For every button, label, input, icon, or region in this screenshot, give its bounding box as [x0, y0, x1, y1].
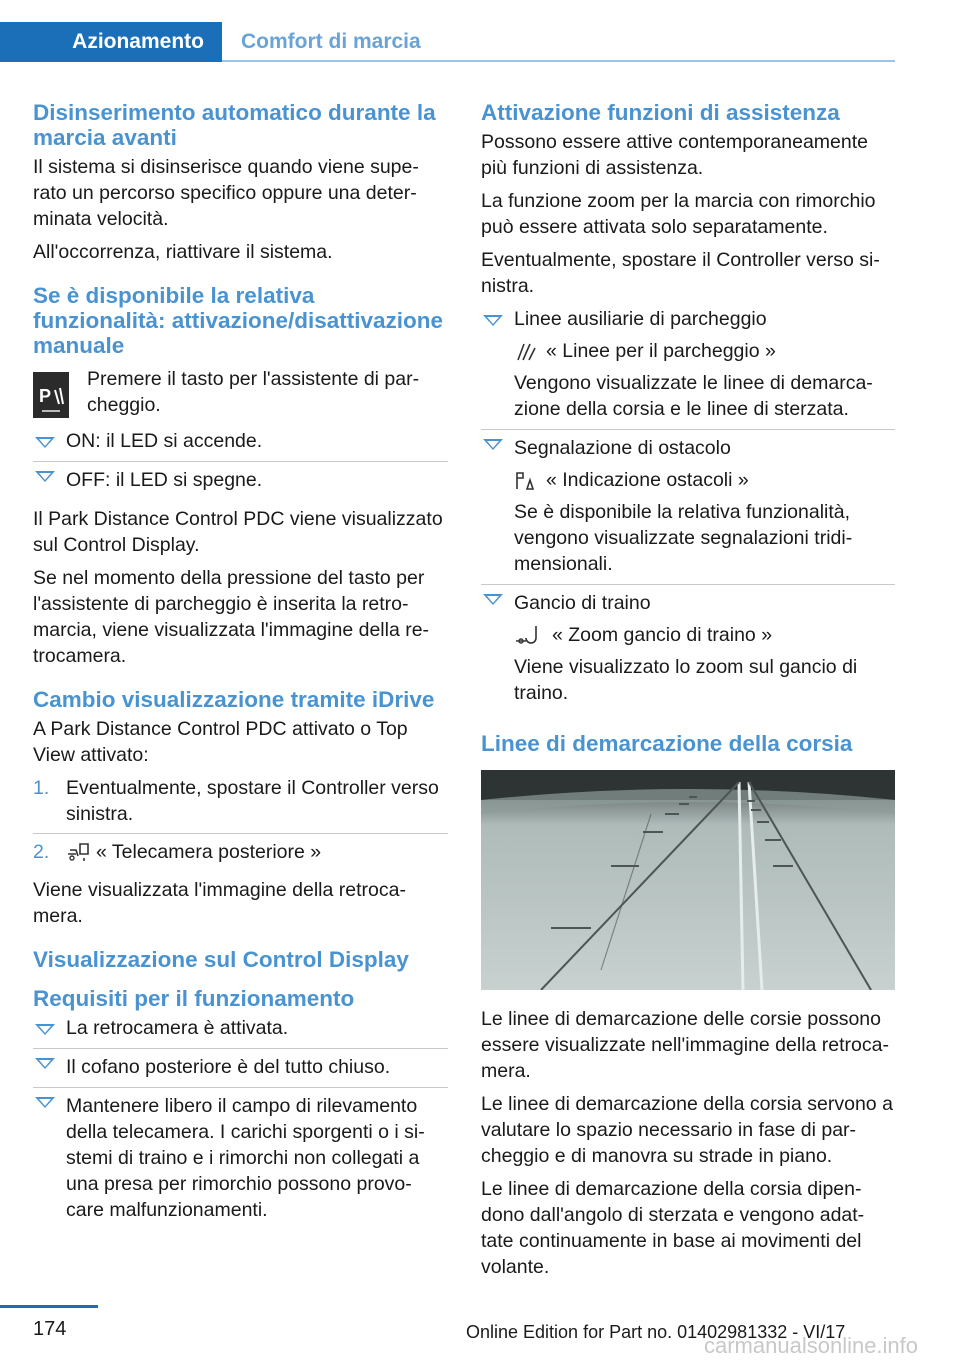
requirements-list — [33, 1015, 448, 1230]
menu-entry: « Linee per il parcheggio » — [514, 338, 895, 364]
triangle-bullet-icon — [35, 1097, 55, 1108]
list-item: ON: il LED si accende. — [33, 428, 448, 461]
heading-lane-lines: Linee di demarcazione della corsia — [481, 731, 853, 756]
assist-functions-list — [481, 306, 895, 713]
paragraph: Possono essere attive contemporaneamente più funzioni di assistenza. — [481, 131, 868, 179]
tab-azionamento[interactable]: Azionamento — [0, 22, 222, 62]
paragraph: Eventualmente, spostare il Controller verso si-nistra. — [481, 249, 880, 297]
paragraph: All'occorrenza, riattivare il sistema. — [33, 241, 333, 263]
paragraph: Le linee di demarcazione della corsia servono a valutare lo spazio necessario in fase di par-cheggio e di manovra su strade in piano. — [481, 1093, 893, 1167]
paragraph: La funzione zoom per la marcia con rimorchio può essere attivata solo separatamente. — [481, 190, 876, 238]
heading-idrive-view-change: Cambio visualizzazione tramite iDrive — [33, 687, 435, 712]
heading-control-display: Visualizzazione sul Control Display — [33, 947, 409, 972]
page-header — [0, 0, 895, 62]
paragraph: Le linee di demarcazione della corsia dipen-dono dall'angolo di sterzata e vengono adat-tate continuamente in base ai movimenti del volante. — [481, 1178, 865, 1278]
paragraph: Se nel momento della pressione del tasto per l'assistente di parcheggio è inserita la retro-marcia, viene visualizzata l'immagine della re-trocamera. — [33, 567, 430, 667]
rear-camera-lane-lines-image — [481, 770, 895, 990]
list-item: Segnalazione di ostacolo « Indicazione ostacoli » Se è disponibile la relativa funzionalità, vengono visualizzate segnalazioni tridi-mensionali. — [481, 429, 895, 584]
list-item: 1. Eventualmente, spostare il Controller verso sinistra. — [33, 777, 439, 825]
paragraph: Viene visualizzata l'immagine della retroca-mera. — [33, 879, 406, 927]
menu-entry: « Indicazione ostacoli » — [514, 467, 895, 493]
menu-entry: « Zoom gancio di traino » — [514, 622, 895, 648]
paragraph: Il Park Distance Control PDC viene visualizzato sul Control Display. — [33, 508, 443, 556]
paragraph: A Park Distance Control PDC attivato o Top View attivato: — [33, 718, 408, 766]
rear-camera-icon — [66, 840, 88, 862]
led-status-list — [33, 428, 448, 500]
paragraph: Premere il tasto per l'assistente di par-cheggio. — [87, 368, 420, 416]
edition-label: Online Edition for Part no. 01402981332 - VI/17 — [466, 1322, 846, 1342]
triangle-bullet-icon — [35, 1058, 55, 1069]
tow-hitch-icon — [514, 624, 542, 646]
parking-assistant-button-icon — [33, 372, 69, 418]
triangle-bullet-icon — [483, 315, 503, 326]
parking-lines-icon — [514, 340, 536, 362]
list-item: Mantenere libero il campo di rilevamento della telecamera. I carichi sporgenti o i si-stemi di traino e i rimorchi non collegati a una presa per rimorchio possono provo-care malfunzionamenti. — [33, 1087, 448, 1230]
list-item: La retrocamera è attivata. — [33, 1015, 448, 1048]
heading-requirements: Requisiti per il funzionamento — [33, 986, 355, 1011]
triangle-bullet-icon — [483, 594, 503, 605]
steps-list — [33, 775, 448, 871]
list-item: Linee ausiliarie di parcheggio « Linee per il parcheggio » Vengono visualizzate le linee di demarca-zione della corsia e le linee di sterzata. — [481, 306, 895, 429]
svg-text:P: P — [39, 386, 52, 406]
list-item: Il cofano posteriore è del tutto chiuso. — [33, 1048, 448, 1087]
list-item: OFF: il LED si spegne. — [33, 461, 448, 500]
button-instruction — [33, 366, 448, 418]
page-number: 174 — [33, 1318, 67, 1340]
triangle-bullet-icon — [35, 1024, 55, 1035]
paragraph: Le linee di demarcazione delle corsie possono essere visualizzate nell'immagine della retroca-mera. — [481, 1008, 889, 1082]
obstacle-marking-icon — [514, 469, 536, 491]
heading-automatic-disable: Disinserimento automatico durante la marcia avanti — [33, 100, 436, 150]
triangle-bullet-icon — [35, 471, 55, 482]
watermark: carmanualsonline.info — [704, 1333, 919, 1358]
heading-assist-functions: Attivazione funzioni di assistenza — [481, 100, 840, 125]
triangle-bullet-icon — [35, 437, 55, 448]
tab-comfort-di-marcia[interactable]: Comfort di marcia — [241, 30, 421, 53]
footer-divider — [0, 1305, 98, 1308]
heading-manual-activation: Se è disponibile la relativa funzionalità: attivazione/disattivazione manuale — [33, 283, 444, 358]
list-item: Gancio di traino « Zoom gancio di traino » Viene visualizzato lo zoom sul gancio di traino. — [481, 584, 895, 713]
triangle-bullet-icon — [483, 439, 503, 450]
header-divider — [222, 60, 895, 62]
list-item: 2. « Telecamera posteriore » — [33, 833, 448, 871]
paragraph: Il sistema si disinserisce quando viene supe-rato un percorso specifico oppure una deter-minata velocità. — [33, 156, 419, 230]
right-column — [481, 100, 895, 1287]
left-column — [33, 100, 448, 1236]
